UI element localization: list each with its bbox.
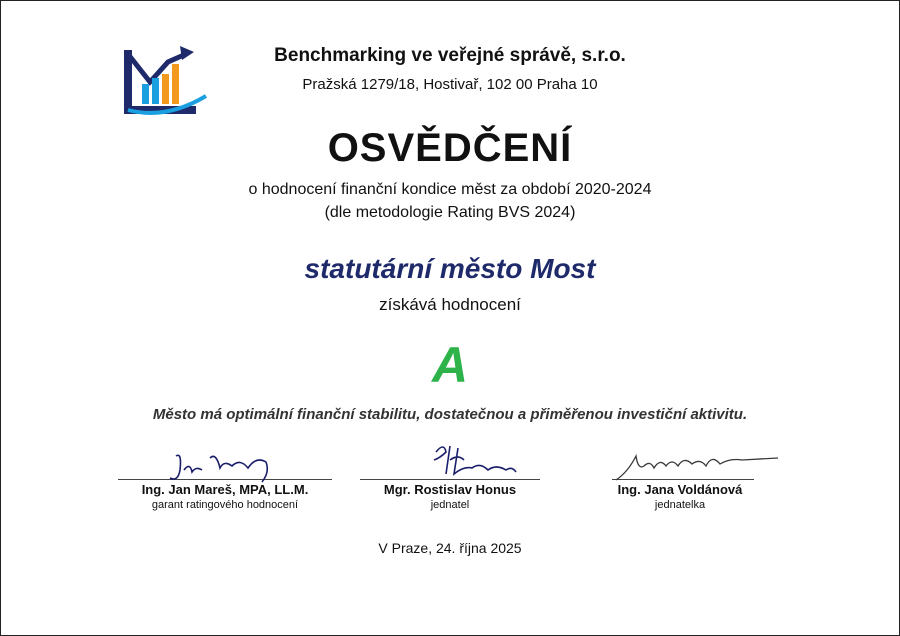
signatory-name: Mgr. Rostislav Honus (383, 482, 517, 497)
receives-text: získává hodnocení (379, 295, 521, 314)
signature-voldanova (612, 446, 782, 484)
signatory-role: jednatelka (654, 499, 706, 511)
company-address: Pražská 1279/18, Hostivař, 102 00 Praha 10 (302, 76, 598, 93)
signatory-role: jednatel (430, 499, 470, 511)
signatory-name: Ing. Jan Mareš, MPA, LL.M. (141, 482, 309, 497)
signatory-role: garant ratingového hodnocení (151, 499, 299, 511)
company-name: Benchmarking ve veřejné správě, s.r.o. (274, 45, 626, 66)
methodology-note: (dle metodologie Rating BVS 2024) (324, 204, 576, 221)
certificate-title: OSVĚDČENÍ (327, 126, 573, 170)
signatory-name: Ing. Jana Voldánová (617, 482, 743, 497)
certificate-subtitle: o hodnocení finanční kondice měst za období 2020-2024 (248, 181, 652, 198)
entity-name: statutární město Most (304, 253, 596, 284)
signature-honus (430, 440, 520, 482)
rating-statement: Město má optimální finanční stabilitu, dostatečnou a přiměřenou investiční aktivitu. (152, 406, 748, 423)
place-and-date: V Praze, 24. října 2025 (378, 540, 522, 556)
rating-grade: A (431, 337, 469, 393)
